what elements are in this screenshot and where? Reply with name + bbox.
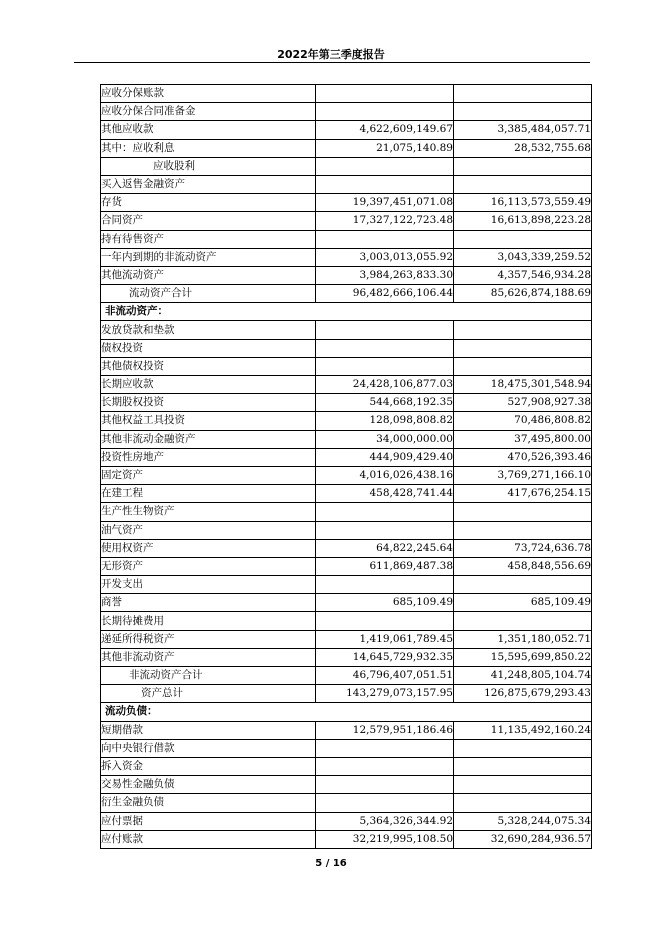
prior-year-end-value: 18,475,301,548.94 (454, 376, 592, 394)
prior-year-end-value: 3,043,339,259.52 (454, 248, 592, 266)
period-end-value (316, 521, 454, 539)
row-label: 生产性生物资产 (101, 503, 316, 521)
table-row (101, 139, 592, 157)
report-header-title: 2022年第三季度报告 (277, 48, 385, 61)
period-end-value: 444,909,429.40 (316, 448, 454, 466)
prior-year-end-value: 73,724,636.78 (454, 539, 592, 557)
table-row (101, 85, 592, 103)
section-title: 非流动资产： (101, 303, 592, 321)
row-label: 应收分保合同准备金 (101, 103, 316, 121)
row-label: 其他流动资产 (101, 266, 316, 284)
prior-year-end-value: 527,908,927.38 (454, 394, 592, 412)
row-label: 持有待售资产 (101, 230, 316, 248)
row-label: 拆入资金 (101, 757, 316, 775)
row-label: 发放贷款和垫款 (101, 321, 316, 339)
table-row (101, 157, 592, 175)
period-end-value (316, 739, 454, 757)
prior-year-end-value (454, 357, 592, 375)
row-label: 商誉 (101, 594, 316, 612)
period-end-value (316, 503, 454, 521)
table-row (101, 230, 592, 248)
table-row (101, 212, 592, 230)
table-row (101, 612, 592, 630)
prior-year-end-value (454, 103, 592, 121)
period-end-value (316, 230, 454, 248)
prior-year-end-value: 85,626,874,188.69 (454, 285, 592, 303)
prior-year-end-value (454, 521, 592, 539)
period-end-value: 21,075,140.89 (316, 139, 454, 157)
row-label: 开发支出 (101, 576, 316, 594)
prior-year-end-value (454, 339, 592, 357)
table-row (101, 248, 592, 266)
row-label: 长期应收款 (101, 376, 316, 394)
period-end-value (316, 612, 454, 630)
prior-year-end-value: 417,676,254.15 (454, 485, 592, 503)
period-end-value (316, 175, 454, 193)
period-end-value: 96,482,666,106.44 (316, 285, 454, 303)
table-row (101, 175, 592, 193)
header-divider (74, 62, 590, 63)
table-row (101, 394, 592, 412)
table-row (101, 121, 592, 139)
table-row (101, 539, 592, 557)
prior-year-end-value (454, 776, 592, 794)
row-label: 在建工程 (101, 485, 316, 503)
prior-year-end-value (454, 157, 592, 175)
row-label: 其他应收款 (101, 121, 316, 139)
row-label: 存货 (101, 194, 316, 212)
prior-year-end-value: 15,595,699,850.22 (454, 648, 592, 666)
prior-year-end-value: 28,532,755.68 (454, 139, 592, 157)
prior-year-end-value: 126,875,679,293.43 (454, 685, 592, 703)
table-row (101, 521, 592, 539)
row-label: 长期待摊费用 (101, 612, 316, 630)
row-label: 流动资产合计 (101, 285, 316, 303)
table-row (101, 812, 592, 830)
period-end-value: 17,327,122,723.48 (316, 212, 454, 230)
period-end-value (316, 157, 454, 175)
prior-year-end-value (454, 503, 592, 521)
prior-year-end-value: 4,357,546,934.28 (454, 266, 592, 284)
table-row (101, 321, 592, 339)
period-end-value (316, 576, 454, 594)
prior-year-end-value: 41,248,805,104.74 (454, 667, 592, 685)
prior-year-end-value: 3,385,484,057.71 (454, 121, 592, 139)
period-end-value: 24,428,106,877.03 (316, 376, 454, 394)
table-row (101, 448, 592, 466)
row-label: 其他债权投资 (101, 357, 316, 375)
period-end-value: 128,098,808.82 (316, 412, 454, 430)
row-label: 非流动资产合计 (101, 667, 316, 685)
period-end-value: 3,003,013,055.92 (316, 248, 454, 266)
row-label: 向中央银行借款 (101, 739, 316, 757)
prior-year-end-value (454, 739, 592, 757)
table-row (101, 721, 592, 739)
row-label: 固定资产 (101, 466, 316, 484)
period-end-value: 143,279,073,157.95 (316, 685, 454, 703)
prior-year-end-value: 16,113,573,559.49 (454, 194, 592, 212)
table-row (101, 266, 592, 284)
table-row (101, 776, 592, 794)
table-row (101, 576, 592, 594)
row-label: 投资性房地产 (101, 448, 316, 466)
period-end-value: 64,822,245.64 (316, 539, 454, 557)
table-row (101, 557, 592, 575)
period-end-value: 12,579,951,186.46 (316, 721, 454, 739)
row-label: 短期借款 (101, 721, 316, 739)
row-label: 使用权资产 (101, 539, 316, 557)
period-end-value: 4,622,609,149.67 (316, 121, 454, 139)
period-end-value (316, 339, 454, 357)
period-end-value: 14,645,729,932.35 (316, 648, 454, 666)
row-label: 其中：应收利息 (101, 139, 316, 157)
prior-year-end-value: 11,135,492,160.24 (454, 721, 592, 739)
prior-year-end-value: 470,526,393.46 (454, 448, 592, 466)
row-label: 其他非流动金融资产 (101, 430, 316, 448)
balance-sheet-table (100, 84, 592, 849)
period-end-value (316, 757, 454, 775)
table-row (101, 339, 592, 357)
row-label: 其他权益工具投资 (101, 412, 316, 430)
period-end-value: 19,397,451,071.08 (316, 194, 454, 212)
period-end-value: 3,984,263,833.30 (316, 266, 454, 284)
table-row (101, 466, 592, 484)
prior-year-end-value: 5,328,244,075.34 (454, 812, 592, 830)
prior-year-end-value (454, 757, 592, 775)
prior-year-end-value (454, 612, 592, 630)
period-end-value: 4,016,026,438.16 (316, 466, 454, 484)
prior-year-end-value (454, 175, 592, 193)
section-header-row (101, 703, 592, 721)
prior-year-end-value: 70,486,808.82 (454, 412, 592, 430)
period-end-value: 544,668,192.35 (316, 394, 454, 412)
prior-year-end-value: 1,351,180,052.71 (454, 630, 592, 648)
row-label: 应付票据 (101, 812, 316, 830)
table-row (101, 412, 592, 430)
row-label: 无形资产 (101, 557, 316, 575)
period-end-value (316, 776, 454, 794)
row-label: 合同资产 (101, 212, 316, 230)
period-end-value: 5,364,326,344.92 (316, 812, 454, 830)
period-end-value: 458,428,741.44 (316, 485, 454, 503)
table-row (101, 685, 592, 703)
period-end-value: 611,869,487.38 (316, 557, 454, 575)
prior-year-end-value: 685,109.49 (454, 594, 592, 612)
row-label: 应付账款 (101, 830, 316, 848)
table-row (101, 376, 592, 394)
prior-year-end-value: 37,495,800.00 (454, 430, 592, 448)
period-end-value (316, 85, 454, 103)
table-row (101, 648, 592, 666)
prior-year-end-value (454, 576, 592, 594)
table-row (101, 357, 592, 375)
row-label: 资产总计 (101, 685, 316, 703)
row-label: 油气资产 (101, 521, 316, 539)
row-label: 买入返售金融资产 (101, 175, 316, 193)
table-row (101, 739, 592, 757)
period-end-value (316, 103, 454, 121)
table-row (101, 667, 592, 685)
period-end-value (316, 321, 454, 339)
prior-year-end-value (454, 321, 592, 339)
table-row (101, 430, 592, 448)
prior-year-end-value: 3,769,271,166.10 (454, 466, 592, 484)
row-label: 长期股权投资 (101, 394, 316, 412)
prior-year-end-value: 458,848,556.69 (454, 557, 592, 575)
row-label: 债权投资 (101, 339, 316, 357)
table-row (101, 194, 592, 212)
table-row (101, 794, 592, 812)
prior-year-end-value: 16,613,898,223.28 (454, 212, 592, 230)
table-row (101, 830, 592, 848)
section-header-row (101, 303, 592, 321)
row-label: 递延所得税资产 (101, 630, 316, 648)
table-row (101, 757, 592, 775)
row-label: 交易性金融负债 (101, 776, 316, 794)
table-row (101, 630, 592, 648)
prior-year-end-value: 32,690,284,936.57 (454, 830, 592, 848)
prior-year-end-value (454, 85, 592, 103)
period-end-value: 1,419,061,789.45 (316, 630, 454, 648)
period-end-value: 32,219,995,108.50 (316, 830, 454, 848)
period-end-value: 685,109.49 (316, 594, 454, 612)
row-label: 衍生金融负债 (101, 794, 316, 812)
table-row (101, 485, 592, 503)
table-row (101, 103, 592, 121)
balance-sheet-body (101, 85, 592, 849)
row-label: 一年内到期的非流动资产 (101, 248, 316, 266)
period-end-value: 34,000,000.00 (316, 430, 454, 448)
table-row (101, 503, 592, 521)
prior-year-end-value (454, 230, 592, 248)
section-title: 流动负债： (101, 703, 592, 721)
period-end-value (316, 357, 454, 375)
page-number: 5 / 16 (315, 858, 347, 869)
prior-year-end-value (454, 794, 592, 812)
table-row (101, 285, 592, 303)
period-end-value: 46,796,407,051.51 (316, 667, 454, 685)
table-row (101, 594, 592, 612)
row-label: 其他非流动资产 (101, 648, 316, 666)
period-end-value (316, 794, 454, 812)
row-label: 应收股利 (101, 157, 316, 175)
row-label: 应收分保账款 (101, 85, 316, 103)
